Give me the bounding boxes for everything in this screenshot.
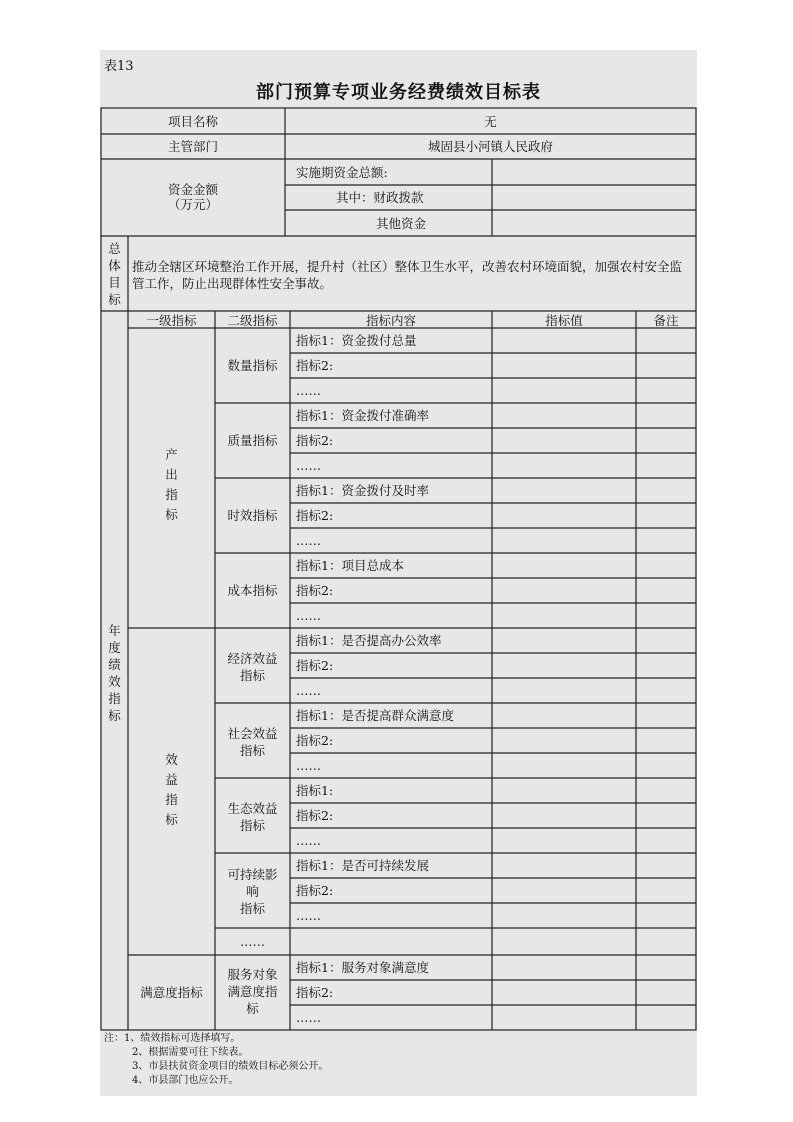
overall-goal-text: 推动全辖区环境整治工作开展，提升村（社区）整体卫生水平，改善农村环境面貌，加强农村安全监管工作，防止出现群体性安全事故。: [132, 259, 683, 291]
indicator-row: 指标1：是否可持续发展: [296, 858, 429, 873]
indicator-row: 指标2:: [296, 985, 334, 1000]
group-output: 产 出 指 标: [165, 447, 178, 522]
header-level2: 二级指标: [227, 313, 278, 328]
header-content: 指标内容: [365, 313, 416, 328]
header-level1: 一级指标: [146, 313, 197, 328]
project-name-label: 项目名称: [167, 114, 218, 129]
indicator-row: 指标1：资金拨付及时率: [296, 483, 429, 498]
section-economic-label: 经济效益 指标: [227, 651, 278, 683]
section-timeliness-label: 时效指标: [227, 508, 278, 523]
header-value: 指标值: [545, 313, 583, 328]
indicator-row: ……: [296, 533, 321, 548]
indicator-row: 指标2:: [296, 808, 334, 823]
section-social-label: 社会效益 指标: [227, 726, 278, 758]
indicator-row: 指标1：项目总成本: [296, 558, 404, 573]
indicator-row: 指标1：资金拨付准确率: [296, 408, 429, 423]
indicator-row: ……: [296, 908, 321, 923]
footnote-item: 3、市县扶贫资金项目的绩效目标必须公开。: [132, 1061, 329, 1072]
department-label: 主管部门: [167, 139, 218, 154]
funds-label: 资金金额 （万元）: [167, 182, 218, 212]
section-benefit-more: ……: [240, 934, 265, 949]
indicator-row: ……: [296, 458, 321, 473]
indicator-row: ……: [296, 608, 321, 623]
project-name-value: 无: [484, 114, 497, 129]
section-ecological-label: 生态效益 指标: [227, 801, 278, 833]
section-quality-label: 质量指标: [227, 433, 278, 448]
indicator-row: 指标2:: [296, 433, 334, 448]
table-code: 表13: [104, 59, 134, 74]
annual-indicator-label: 年 度 绩 效 指 标: [108, 623, 121, 723]
indicator-row: 指标2:: [296, 583, 334, 598]
indicator-row: ……: [296, 833, 321, 848]
indicator-row: 指标1：是否提高群众满意度: [296, 708, 454, 723]
footnote-item: 4、市县部门也应公开。: [132, 1075, 239, 1086]
funds-other-label: 其他资金: [376, 216, 427, 231]
department-value: 城固县小河镇人民政府: [427, 139, 553, 154]
indicator-row: 指标2:: [296, 508, 334, 523]
footnote-item: 注：1、绩效指标可选择填写。: [104, 1033, 241, 1044]
funds-fiscal-label: 其中：财政拨款: [336, 190, 424, 205]
group-benefit: 效 益 指 标: [165, 752, 178, 827]
indicator-row: ……: [296, 758, 321, 773]
indicator-row: 指标2:: [296, 658, 334, 673]
indicator-row: 指标2:: [296, 733, 334, 748]
indicator-row: 指标1：资金拨付总量: [296, 333, 417, 348]
section-sustainable-label: 可持续影 响 指标: [227, 867, 278, 916]
group-satisfaction: 满意度指标: [140, 985, 203, 1000]
indicator-row: 指标1:: [296, 783, 334, 798]
section-service-label: 服务对象 满意度指 标: [227, 967, 278, 1016]
section-cost-label: 成本指标: [227, 583, 278, 598]
footnote-item: 2、根据需要可往下续表。: [132, 1047, 249, 1058]
indicator-row: 指标1：是否提高办公效率: [296, 633, 442, 648]
header-remark: 备注: [653, 313, 679, 328]
page-title: 部门预算专项业务经费绩效目标表: [256, 82, 541, 103]
indicator-row: ……: [296, 683, 321, 698]
overall-goal-label: 总 体 目 标: [108, 241, 121, 307]
indicator-row: 指标2:: [296, 358, 334, 373]
indicator-row: 指标1：服务对象满意度: [296, 960, 429, 975]
indicator-row: ……: [296, 1010, 321, 1025]
funds-total-label: 实施期资金总额:: [296, 165, 388, 180]
indicator-row: ……: [296, 383, 321, 398]
section-quantity-label: 数量指标: [227, 358, 278, 373]
indicator-row: 指标2:: [296, 883, 334, 898]
footnotes: [104, 1032, 328, 1088]
